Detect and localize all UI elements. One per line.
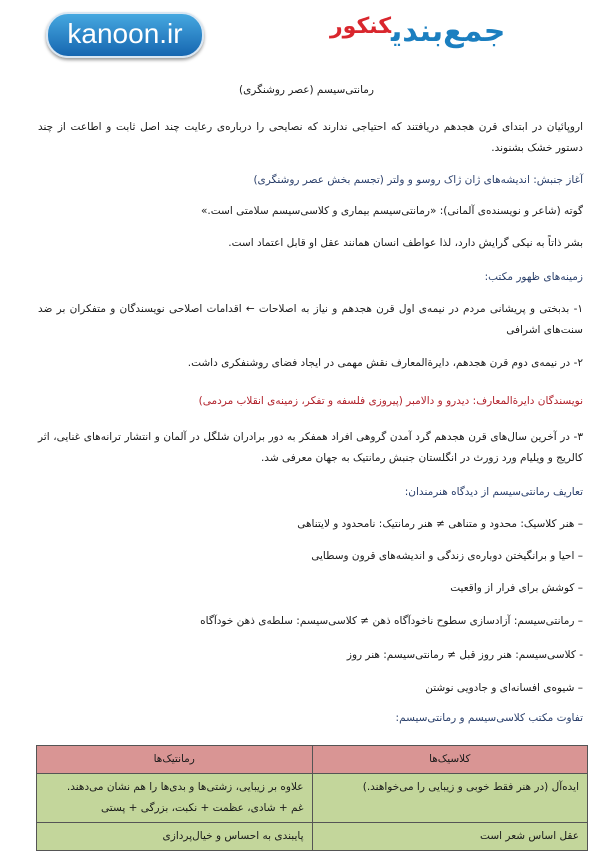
table-cell xyxy=(37,774,313,823)
page-title: رمانتی‌سیسم (عصر روشنگری) xyxy=(238,84,374,96)
definition-item: – شیوه‌ی افسانه‌ای و جادویی نوشتن xyxy=(425,682,583,694)
table-cell: ایده‌آل (در هنر فقط خوبی و زیبایی را می‌خواهند.) xyxy=(312,774,588,823)
header-romantics: رمانتیک‌ها xyxy=(37,746,313,774)
human-nature-line: بشر ذاتاً به نیکی گرایش دارد، لذا عواطف انسان همانند عقل او قابل اعتماد است. xyxy=(228,237,583,249)
contexts-heading: زمینه‌های ظهور مکتب: xyxy=(484,271,583,283)
table-header-row xyxy=(37,746,588,774)
logo-blue-text: جمع‌بندی xyxy=(391,14,506,49)
context-item-1: ۱- بدبختی و پریشانی مردم در نیمه‌ی اول قرن هجدهم و نیاز به اصلاحات ← اقدامات اصلاحی نویسندگان و متفکران بر ضد سنت‌های اشرافی xyxy=(38,303,583,336)
kanoon-logo: kanoon.ir xyxy=(46,12,204,58)
comparison-table xyxy=(36,745,588,851)
context-item-2: ۲- در نیمه‌ی دوم قرن هجدهم، دایرةالمعارف نقش مهمی در ایجاد فضای روشنفکری داشت. xyxy=(187,357,583,369)
table-row xyxy=(37,774,588,823)
definition-item: – رمانتی‌سیسم: آزادسازی سطوح ناخودآگاه ذهن ≠ کلاسی‌سیسم: سلطه‌ی ذهن خودآگاه xyxy=(200,615,583,627)
definitions-heading: تعاریف رمانتی‌سیسم از دیدگاه هنرمندان: xyxy=(404,486,583,498)
table-row xyxy=(37,823,588,851)
header-classics: کلاسیک‌ها xyxy=(312,746,588,774)
context-item-3: ۳- در آخرین سال‌های قرن هجدهم گرد آمدن گروهی افراد همفکر به دور برادران شلگل در آلمان و انتشار ترانه‌های غنایی، اثر کالریج و ویلیام ورد زورث در انگلستان جنبش رمانتیک به جهان معرفی شد. xyxy=(38,431,583,464)
difference-heading: تفاوت مکتب کلاسی‌سیسم و رمانتی‌سیسم: xyxy=(395,712,583,724)
goethe-quote: گوته (شاعر و نویسنده‌ی آلمانی): «رمانتی‌سیسم بیماری و کلاسی‌سیسم سلامتی است.» xyxy=(200,205,583,217)
cell-line: غم + شادی، عظمت + نکبت، بزرگی + پستی xyxy=(101,802,304,814)
encyclopedists-line: نویسندگان دایرةالمعارف: دیدرو و دالامبر (پیروزی فلسفه و تفکر، زمینه‌ی انقلاب مردمی) xyxy=(198,395,583,407)
logo-red-text: کنکور xyxy=(330,14,392,39)
table-cell: پایبندی به احساس و خیال‌پردازی xyxy=(37,823,313,851)
definition-item: – هنر کلاسیک: محدود و متناهی ≠ هنر رمانتیک: نامحدود و لایتناهی xyxy=(297,518,583,530)
definition-item: – کوشش برای فرار از واقعیت xyxy=(450,582,583,594)
definition-item: - کلاسی‌سیسم: هنر روز قبل ≠ رمانتی‌سیسم: هنر روز xyxy=(346,649,583,661)
definition-item: – احیا و برانگیختن دوباره‌ی زندگی و اندیشه‌های قرون وسطایی xyxy=(311,550,583,562)
jambandi-konkur-logo xyxy=(330,14,505,49)
beginning-line: آغاز جنبش: اندیشه‌های ژان ژاک روسو و ولتر (تجسم بخش عصر روشنگری) xyxy=(253,174,583,186)
table-cell: عقل اساس شعر است xyxy=(312,823,588,851)
cell-line: علاوه بر زیبایی، زشتی‌ها و بدی‌ها را هم نشان می‌دهند. xyxy=(66,781,304,793)
intro-paragraph: اروپائیان در ابتدای قرن هجدهم دریافتند که احتیاجی ندارند که نصایحی را درباره‌ی رعایت چند اصل ثابت و اطاعت از چند دستور خشک بشنوند. xyxy=(38,121,583,154)
